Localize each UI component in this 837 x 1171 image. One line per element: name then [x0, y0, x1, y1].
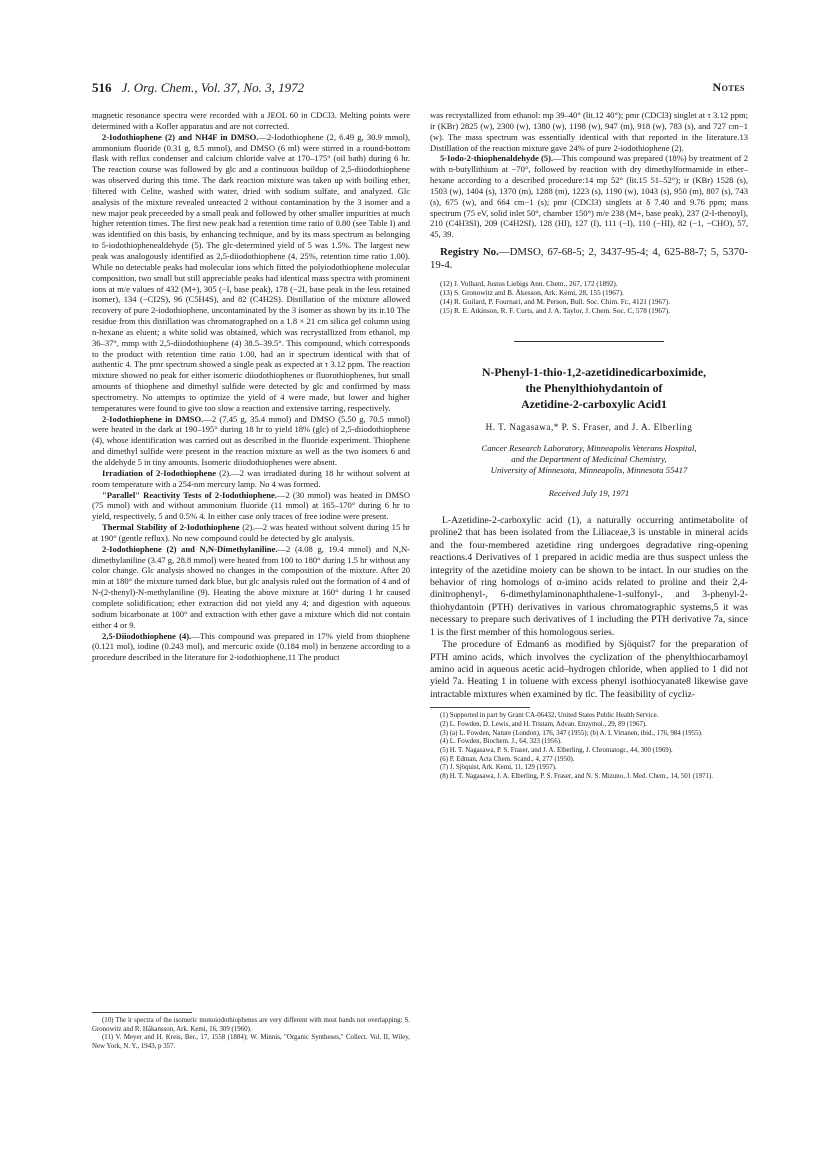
section-divider	[514, 341, 664, 342]
left-column	[92, 110, 410, 663]
paragraph	[92, 544, 410, 631]
paragraph-text: —2 (4.08 g, 19.4 mmol) and N,N-dimethylaniline (3.47 g, 28.8 mmol) were heated from 100 to 180° during 1.5 hr without any color change. Glc analysis showed no changes in the composition of the mixture. After 20 min at 180° the mixture turned dark blue, but glc analysis ruled out the formation of 4 and of N-(2-thenyl)-N-methylaniline (9). Heating the above mixture at 160° during 1 hr caused complete solidification; ether extraction did not yield any 4; and digestion with aqueous sodium bicarbonate at 100° and extraction with ether gave a mixture which did not contain either 4 or 9.	[92, 543, 410, 630]
registry-numbers	[430, 246, 748, 272]
reference: (15) R. E. Atkinson, R. F. Curts, and J. A. Taylor, J. Chem. Soc. C, 578 (1967).	[440, 306, 670, 316]
paragraph-heading: 2,5-Diiodothiophene (4).	[102, 630, 192, 641]
paragraph-heading: 2-Iodothiophene in DMSO.	[102, 413, 204, 424]
right-footnotes	[430, 712, 748, 782]
registry-label: Registry No.	[440, 246, 499, 259]
paragraph-text: magnetic resonance spectra were recorded with a JEOL 60 in CDCl3. Melting points were determined with a Kofler apparatus and are not corrected.	[92, 110, 410, 131]
paragraph-text: was recrystallized from ethanol: mp 39–40° (lit.12 40°); pmr (CDCl3) singlet at τ 3.12 ppm; ir (KBr) 2825 (w), 2300 (w), 1380 (w), 1198 (w), 947 (m), 918 (w), 783 (s), and 727 cm−1 (w). The mass spectrum was essentially identical with that reported in the literature.13 Distillation of the reaction mixture gave 24% of pure 2-iodothiophene (2).	[430, 110, 748, 153]
page-number: 516	[92, 80, 112, 95]
footnote: (2) L. Fowden, D. Lewis, and H. Tristam, Advan. Enzymol., 29, 89 (1967).	[440, 720, 647, 728]
section-label: Notes	[712, 80, 745, 94]
article-title-line: Azetidine-2-carboxylic Acid1	[521, 397, 667, 412]
footnote: (10) The ir spectra of the isomeric monoiodothiophenes are very different with most bands not overlapping: S. Gronowitz and R. Håkansson, Ark. Kemi, 16, 309 (1960).	[92, 1017, 410, 1033]
journal-citation: J. Org. Chem., Vol. 37, No. 3, 1972	[121, 80, 305, 95]
article-title-line: N-Phenyl-1-thio-1,2-azetidinedicarboximide,	[481, 365, 707, 380]
paragraph	[92, 522, 410, 544]
paragraph-text: —This compound was prepared (18%) by treatment of 2 with n-butyllithium at −70°, followed by reaction with dry dimethylformamide in ether–hexane according to a described procedure:14 mp 52° (lit.15 51–52°); ir (KBr) 1528 (s), 1503 (w), 1404 (s), 1370 (m), 1288 (m), 1223 (s), 1190 (w), 1043 (s), 950 (m), 807 (s), 743 (s), 675 (w), and 664 cm−1 (s); pmr (CDCl3) singlets at δ 7.40 and 9.76 ppm; mass spectrum (75 eV, solid inlet 50°, chamber 150°) m/e 238 (M+, base peak), 237 (2-I-thenoyl), 210 (C4H3SI), 209 (C4H2SI), 128 (HI), 127 (I), 111 (−I), 110 (−HI), 82 (−1, −CHO), 57, 45, 39.	[430, 153, 748, 240]
paragraph-text: —2 (30 mmol) was heated in DMSO (75 mmol) with and without ammonium fluoride (11 mmol) at 165–170° during 6 hr to yield, respectively, 5 and 0.5% 4. In either case only traces of free iodine were present.	[92, 489, 410, 522]
paragraph	[92, 414, 410, 468]
footnote-rule	[92, 1012, 192, 1013]
paragraph-text: —2-Iodothiophene (2, 6.49 g, 30.9 mmol), ammonium fluoride (0.31 g, 8.5 mmol), and DMSO (6 ml) were stirred in a round-bottom flask with reflux condenser and calcium chloride valve at 170–175° (oil bath) during 6 hr. The reaction course was followed by glc and a continuous buildup of 2,5-diiodothiophene was observed during this time. The dark reaction mixture was taken up with boiling ether, filtered with Celite, washed with water, dried with sodium sulfate, and analyzed. Glc analysis of the mixture revealed unreacted 2 without contamination by the 3 isomer and a new major peak preceeded by a small peak and followed by other smaller impurities at much higher retention times. The first new peak had a retention time ratio of 0.80 (see Table I) and was identified on this basis, by enhancing technique, and by its mass spectrum as belonging to 5-iodothiophenealdehyde (5). The glc-determined yield of 5 was 1.5%. The largest new peak was analogously identified as 2,5-diiodothiophene (4, 25%, retention time ratio 1.00). While no detectable peaks had molecular ions which fitted the polyiodothiophene molecular composition, two small but still appreciable peaks had identical mass spectra with prominent ions at m/e values of 432 (M+), 305 (−I, base peak), 178 (−2I, base peak in the less retained isomer), 134 (−CI2S), 96 (C5H4S), and 82 (C4H2S). Distillation of the mixture allowed recovery of pure 2-iodothiophene, uncontaminated by the 3 isomer as shown by its ir.10 The residue from this distillation was chromatographed on a 1.8 × 21 cm silica gel column using n-hexane as eluent; a white solid was obtained, which was recrystallized from ethanol, mp 36–37°, mmp with 2,5-diiodothiophene (4) 38.5–39.5°. This compound, which corresponds to the product with retention time ratio 1.00, had an ir spectrum identical with that of authentic 4. The pmr spectrum showed a single peak as expected at τ 3.12 ppm. The reaction mixture showed no peak for either isomeric diiodothiophenes or fluorothiophenes, but small amounts of thiophene and dimethyl sulfide were detected by glc and confirmed by mass spectrometry. No attempts to optimize the yield of 4 were made, but lower and higher temperatures were found to give too slow a reaction and extensive tarring, respectively.	[92, 131, 410, 413]
header-left	[92, 80, 304, 96]
paragraph	[430, 110, 748, 153]
reference: (14) R. Guilard, P. Fournari, and M. Person, Bull. Soc. Chim. Fr., 4121 (1967).	[440, 296, 671, 306]
footnote: (4) L. Fowden, Biochem. J., 64, 323 (1956).	[440, 738, 562, 746]
received-date: Received July 19, 1971	[548, 488, 630, 499]
paragraph-text: (2).—2 was heated without solvent during 15 hr at 190° (gentle reflux). No new compound could be detected by glc analysis.	[92, 522, 410, 543]
reference: (13) S. Gronowitz and B. Åkesson, Ark. Kemi, 28, 155 (1967).	[440, 287, 624, 297]
paragraph-heading: Thermal Stability of 2-Iodothiophene	[102, 522, 240, 533]
paragraph	[92, 110, 410, 132]
paragraph	[430, 153, 748, 240]
footnote: (3) (a) L. Fowden, Nature (London), 176, 347 (1955); (b) A. I. Virtanen, ibid., 176, 984 (1955).	[440, 729, 703, 737]
authors: H. T. Nagasawa,* P. S. Fraser, and J. A. Elberling	[485, 422, 693, 433]
right-column	[430, 110, 748, 782]
paragraph-heading: "Parallel" Reactivity Tests of 2-Iodothiophene.	[102, 489, 277, 500]
article-title-line: the Phenylthiohydantoin of	[525, 381, 663, 396]
footnote-rule	[430, 707, 530, 708]
paragraph-text: —2 (7.45 g, 35.4 mmol) and DMSO (5.50 g, 70.5 mmol) were heated in the dark at 190–195° during 18 hr to yield 18% (glc) of 2,5-diiodothiophene (4), whose identification was carried out as described in the fluoride experiment. Thiophene and dimethyl sulfide were present in the reaction mixture as well as the two isomers 6 and the aldehyde 5 in tiny amounts. Isomeric diiodothiophenes were absent.	[92, 413, 410, 467]
reference: (12) J. Volhard, Justus Liebigs Ann. Chem., 267, 172 (1892).	[440, 278, 618, 288]
paragraph: The procedure of Edman6 as modified by Sjöquist7 for the preparation of PTH amino acids, which involves the cyclization of the phenylthiocarbamoyl amino acid in aqueous acetic acid–hydrogen chloride, when applied to 1 did not yield 7a. Heating 1 in toluene with excess phenyl isothiocyanate8 likewise gave intractable mixtures when examined by tlc. The feasibility of cycliz-	[430, 639, 748, 700]
affiliation-line: University of Minnesota, Minneapolis, Minnesota 55417	[490, 465, 688, 476]
paragraph	[92, 468, 410, 490]
affiliation	[430, 443, 748, 476]
paragraph-heading: 2-Iodothiophene (2) and N,N-Dimethylaniline.	[102, 543, 278, 554]
footnote: (7) J. Sjöquist, Ark. Kemi, 11, 129 (1957).	[440, 764, 557, 772]
registry-text: —DMSO, 67-68-5; 2, 3437-95-4; 4, 625-88-7; 5, 5370-19-4.	[430, 246, 748, 272]
left-footnotes	[92, 1012, 410, 1052]
paragraph-text: (2).—2 was irradiated during 18 hr without solvent at room temperature with a 254-nm mercury lamp. No 4 was formed.	[92, 467, 410, 489]
footnote: (8) H. T. Nagasawa, J. A. Elberling, P. S. Fraser, and N. S. Mizuno, J. Med. Chem., 14, 501 (1971).	[440, 773, 713, 781]
affiliation-line: Cancer Research Laboratory, Minneapolis Veterans Hospital,	[481, 443, 697, 454]
article-body	[430, 515, 748, 701]
paragraph	[92, 490, 410, 523]
footnote: (1) Supported in part by Grant CA-06432, United States Public Health Service.	[440, 712, 659, 720]
paragraph-heading: 5-Iodo-2-thiophenaldehyde (5).	[440, 153, 554, 164]
references	[430, 279, 748, 316]
paragraph: L-Azetidine-2-carboxylic acid (1), a naturally occurring antimetabolite of proline2 that has been isolated from the Liliaceae,3 is unstable in mineral acids and the four-membered azetidine ring undergoes degradative ring-opening reactions.4 Derivatives of 1 prepared in acidic media are thus suspect unless the integrity of the azetidine moiety can be shown to be intact. In our studies on the behavior of ring homologs of α-imino acids related to proline and their 2,4-dinitrophenyl-, 6-dimethylaminonaphthalene-1-sulfonyl-, and 3-phenyl-2-thiohydantoin (PTH) derivatives in various chromatographic systems,5 it was necessary to prepare such derivatives of 1 including the PTH derivative 7a, since 1 is the first member of this homologous series.	[430, 515, 748, 638]
paragraph-heading: Irradiation of 2-Iodothiophene	[102, 467, 217, 478]
running-header	[92, 80, 745, 96]
paragraph-text: —This compound was prepared in 17% yield from thiophene (0.121 mol), iodine (0.243 mol), and mercuric oxide (0.184 mol) in benzene according to a procedure described in the literature for 2-iodothiophene.11 The product	[92, 630, 411, 663]
paragraph	[92, 631, 410, 664]
footnote: (11) V. Meyer and H. Kreis, Ber., 17, 1558 (1884); W. Minnis, "Organic Syntheses," Collect. Vol. II, Wiley, New York, N. Y., 1943, p 357.	[92, 1034, 410, 1051]
paragraph-heading: 2-Iodothiophene (2) and NH4F in DMSO.	[102, 131, 259, 142]
affiliation-line: and the Department of Medicinal Chemistry,	[511, 454, 667, 465]
footnote: (5) H. T. Nagasawa, P. S. Fraser, and J. A. Elberling, J. Chromatogr., 44, 300 (1969).	[440, 746, 673, 754]
paragraph	[92, 132, 410, 414]
footnote: (6) P. Edman, Acta Chem. Scand., 4, 277 (1950).	[440, 755, 575, 763]
